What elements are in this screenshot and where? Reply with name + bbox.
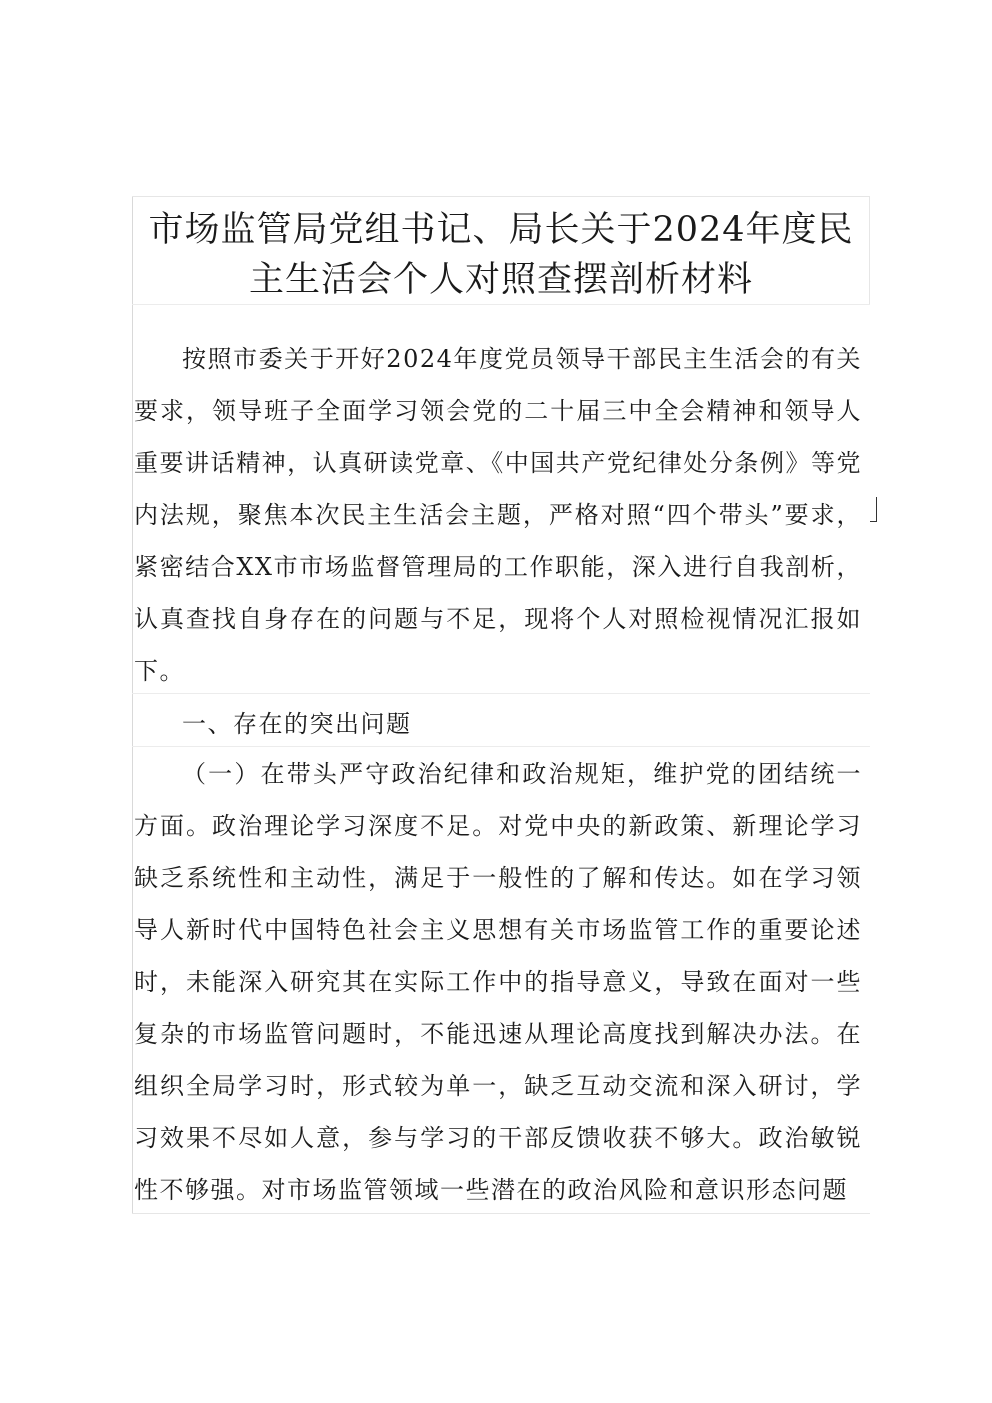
document-title: 市场监管局党组书记、局长关于2024年度民主生活会个人对照查摆剖析材料 <box>148 210 854 300</box>
section-heading: 一、存在的突出问题 <box>182 710 412 738</box>
subsection-paragraph: （一）在带头严守政治纪律和政治规矩，维护党的团结统一方面。政治理论学习深度不足。对党中央的新政策、新理论学习缺乏系统性和主动性，满足于一般性的了解和传达。如在学习领导人新时代中国特色社会主义思想有关市场监管工作的重要论述时，未能深入研究其在实际工作中的指导意义，导致在面对一些复杂的市场监管问题时，不能迅速从理论高度找到解决办法。在组织全局学习时，形式较为单一，缺乏互动交流和深入研讨，学习效果不尽如人意，参与学习的干部反馈收获不够大。政治敏锐性不够强。对市场监管领域一些潜在的政治风险和意识形态问题 <box>134 760 862 1204</box>
margin-mark <box>870 497 877 522</box>
frame-guide-bottom <box>132 1213 870 1214</box>
intro-paragraph: 按照市委关于开好2024年度党员领导干部民主生活会的有关要求，领导班子全面学习领会党的二十届三中全会精神和领导人重要讲话精神，认真研读党章、《中国共产党纪律处分条例》等党内法规，聚焦本次民主生活会主题，严格对照“四个带头”要求，紧密结合XX市市场监督管理局的工作职能，深入进行自我剖析，认真查找自身存在的问题与不足，现将个人对照检视情况汇报如下。 <box>134 345 862 685</box>
frame-guide-top <box>132 196 870 197</box>
